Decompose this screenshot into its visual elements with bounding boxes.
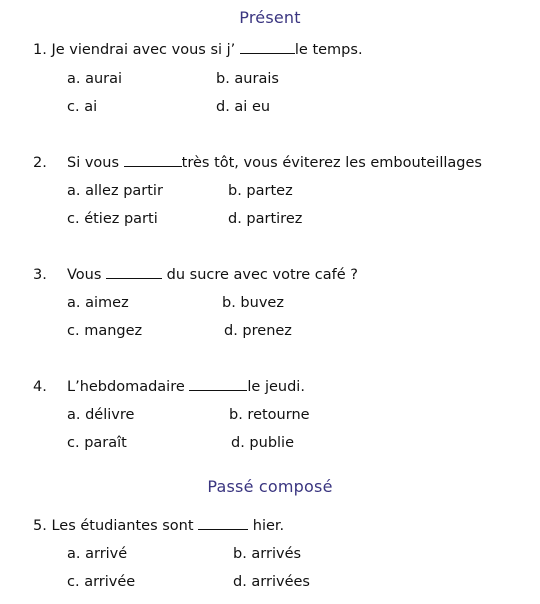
option-d: d. ai eu <box>216 99 271 115</box>
answer-blank <box>240 41 295 54</box>
answer-blank <box>189 378 247 391</box>
question-number: 5. <box>33 518 47 534</box>
question-number: 1. <box>33 42 47 58</box>
section-title-present: Présent <box>239 8 301 27</box>
answer-blank <box>106 266 162 279</box>
option-c: c. étiez parti <box>67 211 158 227</box>
option-c: c. ai <box>67 99 98 115</box>
question-5 <box>33 517 284 535</box>
question-text-before: L’hebdomadaire <box>67 379 190 395</box>
question-text-after: le temps. <box>294 42 363 58</box>
question-1 <box>33 41 363 59</box>
option-a: a. aimez <box>67 295 129 311</box>
option-d: d. partirez <box>228 211 303 227</box>
option-b: b. partez <box>228 183 293 199</box>
section-title-passe-compose: Passé composé <box>207 477 333 496</box>
answer-blank <box>124 154 182 167</box>
option-c: c. arrivée <box>67 574 136 590</box>
question-2 <box>33 154 482 172</box>
question-text-after: du sucre avec votre café ? <box>162 267 359 283</box>
answer-blank <box>198 517 248 530</box>
question-number: 4. <box>33 379 47 395</box>
option-d: d. publie <box>231 435 294 451</box>
option-b: b. buvez <box>222 295 284 311</box>
question-text-after: très tôt, vous éviterez les embouteillages <box>181 155 482 171</box>
question-text-before: Je viendrai avec vous si j’ <box>51 42 240 58</box>
option-a: a. aurai <box>67 71 123 87</box>
option-b: b. retourne <box>229 407 310 423</box>
option-b: b. arrivés <box>233 546 302 562</box>
option-c: c. paraît <box>67 435 127 451</box>
option-a: a. arrivé <box>67 546 128 562</box>
option-a: a. délivre <box>67 407 135 423</box>
question-number: 2. <box>33 155 47 171</box>
question-text-before: Vous <box>67 267 107 283</box>
question-number: 3. <box>33 267 47 283</box>
option-a: a. allez partir <box>67 183 163 199</box>
question-4 <box>33 378 305 396</box>
option-d: d. prenez <box>224 323 292 339</box>
option-d: d. arrivées <box>233 574 310 590</box>
question-text-after: hier. <box>248 518 285 534</box>
question-text-before: Si vous <box>67 155 124 171</box>
question-3 <box>33 266 358 284</box>
option-b: b. aurais <box>216 71 279 87</box>
option-c: c. mangez <box>67 323 143 339</box>
question-text-before: Les étudiantes sont <box>51 518 199 534</box>
question-text-after: le jeudi. <box>247 379 305 395</box>
